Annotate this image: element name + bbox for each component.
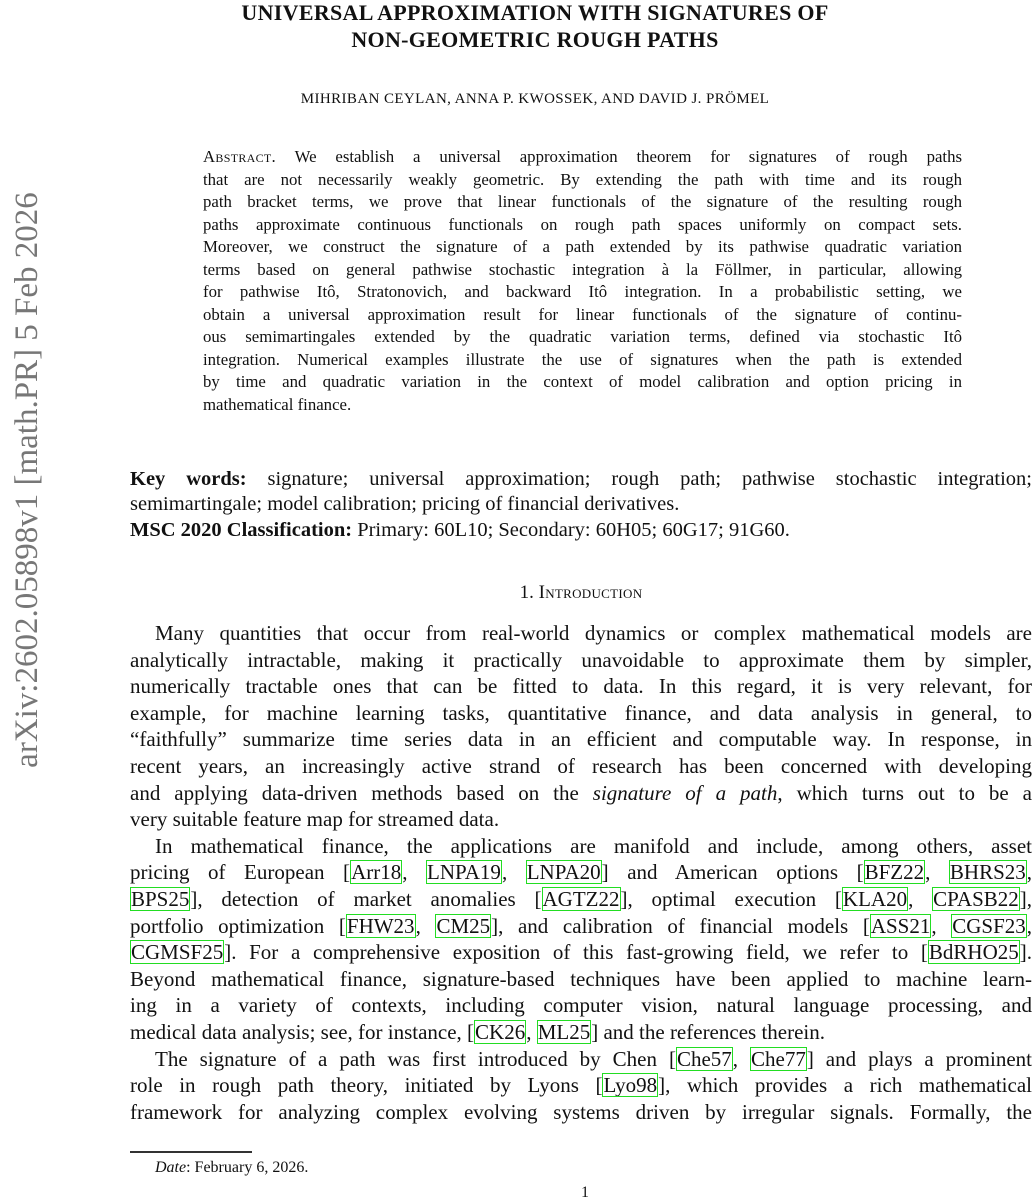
abstract-label: Abstract. xyxy=(203,147,277,166)
footnote-date xyxy=(155,1159,308,1177)
text-run: , xyxy=(925,860,949,885)
keywords-line-1 xyxy=(130,467,1032,492)
text-run: pricing of European [ xyxy=(130,860,351,885)
emphasized-text: signature of a path xyxy=(592,780,778,805)
citation-link[interactable]: ASS21 xyxy=(870,913,931,938)
paragraph xyxy=(130,1046,1032,1126)
text-run: ous semimartingales extended by the quadratic variation terms, defined via stochastic Itô xyxy=(203,327,962,346)
text-run: that are not necessarily weakly geometric. By extending the path with time and its rough xyxy=(203,169,962,189)
msc-text: Primary: 60L10; Secondary: 60H05; 60G17; 91G60. xyxy=(352,518,790,541)
citation-link[interactable]: Che77 xyxy=(751,1046,806,1071)
text-line xyxy=(130,1046,1032,1073)
text-run: ] and American options [ xyxy=(601,860,864,885)
text-line xyxy=(130,966,1032,993)
text-run: for pathwise Itô, Stratonovich, and backward Itô integration. In a probabilistic setting, we xyxy=(203,282,962,301)
msc-label: MSC 2020 Classification: xyxy=(130,518,353,541)
citation-link[interactable]: FHW23 xyxy=(346,913,415,938)
text-run: ]. xyxy=(1019,940,1032,965)
text-line xyxy=(130,647,1032,674)
paper-title-line-1: UNIVERSAL APPROXIMATION WITH SIGNATURES OF xyxy=(241,0,829,25)
text-line xyxy=(130,886,1032,913)
text-run: by time and quadratic variation in the context of model calibration and option pricing in xyxy=(203,372,962,391)
text-run: medical data analysis; see, for instance, [ xyxy=(130,1019,475,1044)
text-line xyxy=(130,1099,1032,1126)
paper-title-line-2: NON-GEOMETRIC ROUGH PATHS xyxy=(351,27,719,52)
abstract-line xyxy=(203,191,962,214)
text-line xyxy=(130,780,1032,807)
text-run: obtain a universal approximation result for linear functionals of the signature of continu- xyxy=(203,304,962,324)
text-run: “faithfully” summarize time series data in an efficient and computable way. In response, in xyxy=(130,727,1032,752)
citation-link[interactable]: LNPA19 xyxy=(427,860,501,885)
text-line xyxy=(130,700,1032,727)
text-line xyxy=(130,1072,1032,1099)
footnote-label: Date xyxy=(155,1159,187,1176)
arxiv-identifier: arXiv:2602.05898v1 [math.PR] 5 Feb 2026 xyxy=(9,192,45,768)
text-line xyxy=(130,753,1032,780)
text-run: Moreover, we construct the signature of a path extended by its pathwise quadratic variation xyxy=(203,237,962,256)
keywords-line-2: semimartingale; model calibration; pricing of financial derivatives. xyxy=(130,492,680,515)
abstract-line xyxy=(203,236,962,259)
text-run: , xyxy=(1026,860,1032,885)
citation-link[interactable]: CPASB22 xyxy=(933,886,1019,911)
text-line xyxy=(130,939,1032,966)
citation-link[interactable]: ML25 xyxy=(537,1019,591,1044)
text-run: and applying data-driven methods based on the xyxy=(130,780,593,805)
text-run: very suitable feature map for streamed data. xyxy=(130,807,500,832)
citation-link[interactable]: KLA20 xyxy=(842,886,908,911)
authors: MIHRIBAN CEYLAN, ANNA P. KWOSSEK, AND DAVID J. PRÖMEL xyxy=(300,91,770,107)
citation-link[interactable]: CGMSF25 xyxy=(131,940,224,965)
citation-link[interactable]: CM25 xyxy=(436,913,491,938)
text-run: role in rough path theory, initiated by Lyons [ xyxy=(130,1073,603,1098)
msc-line xyxy=(130,518,1032,543)
citation-link[interactable]: AGTZ22 xyxy=(542,886,620,911)
paragraph xyxy=(130,833,1032,1046)
text-run: ], xyxy=(1019,886,1032,911)
text-line xyxy=(130,859,1032,886)
text-run: ], and calibration of financial models [ xyxy=(491,913,870,938)
text-run: , which turns out to be a xyxy=(777,780,1032,805)
citation-link[interactable]: Lyo98 xyxy=(603,1073,658,1098)
text-run: framework for analyzing complex evolving systems driven by irregular signals. Formally, the xyxy=(130,1099,1032,1124)
text-run: ing in a variety of contexts, including computer vision, natural language processing, and xyxy=(130,993,1032,1018)
citation-link[interactable]: Che57 xyxy=(676,1046,732,1071)
text-run: paths approximate continuous functionals on rough path spaces uniformly on compact sets. xyxy=(203,214,962,234)
text-run: recent years, an increasingly active strand of research has been concerned with developing xyxy=(130,753,1032,778)
abstract-line xyxy=(203,371,962,394)
text-run: , xyxy=(732,1046,750,1071)
text-run: The signature of a path was first introduced by Chen [ xyxy=(155,1046,676,1071)
citation-link[interactable]: BHRS23 xyxy=(949,860,1026,885)
keywords-label: Key words: xyxy=(130,468,247,490)
text-line xyxy=(130,1019,1032,1046)
text-run: , xyxy=(931,913,952,938)
section-number: 1. xyxy=(519,582,534,603)
text-run: path bracket terms, we prove that linear functionals of the signature of the resulting rough xyxy=(203,192,962,211)
text-line xyxy=(130,806,1032,833)
citation-link[interactable]: BdRHO25 xyxy=(928,940,1019,965)
abstract-line xyxy=(203,259,962,282)
text-run: integration. Numerical examples illustrate the use of signatures when the path is extended xyxy=(203,349,962,369)
text-run: We establish a universal approximation theorem for signatures of rough paths xyxy=(276,147,962,166)
page-number: 1 xyxy=(581,1184,589,1201)
keywords-block xyxy=(130,467,1032,542)
abstract-line xyxy=(203,214,962,237)
abstract-line xyxy=(203,281,962,304)
text-run: , xyxy=(501,860,526,885)
citation-link[interactable]: BPS25 xyxy=(131,886,190,911)
abstract-line xyxy=(203,349,962,372)
text-run: , xyxy=(526,1019,537,1044)
text-run: ], optimal execution [ xyxy=(620,886,842,911)
introduction-body xyxy=(130,620,1032,1125)
abstract-line xyxy=(203,394,962,417)
citation-link[interactable]: CK26 xyxy=(475,1019,526,1044)
text-run: Beyond mathematical finance, signature-based techniques have been applied to machine learn- xyxy=(130,966,1032,991)
keywords-text-1: signature; universal approximation; rough path; pathwise stochastic integration; xyxy=(246,468,1032,490)
text-run: mathematical finance. xyxy=(203,394,352,414)
abstract xyxy=(203,146,962,416)
text-line xyxy=(130,726,1032,753)
section-heading xyxy=(130,580,1032,606)
paragraph xyxy=(130,620,1032,833)
footnote-text: : February 6, 2026. xyxy=(186,1159,309,1176)
citation-link[interactable]: LNPA20 xyxy=(526,860,601,885)
citation-link[interactable]: CGSF23 xyxy=(952,913,1026,938)
abstract-line xyxy=(203,326,962,349)
text-line xyxy=(130,913,1032,940)
text-run: , xyxy=(908,886,933,911)
text-line xyxy=(130,673,1032,700)
text-run: Many quantities that occur from real-world dynamics or complex mathematical models are xyxy=(155,621,1032,645)
section-title: Introduction xyxy=(538,582,643,603)
text-run: terms based on general pathwise stochastic integration à la Föllmer, in particular, allowing xyxy=(203,259,962,279)
text-run: ], detection of market anomalies [ xyxy=(190,886,542,911)
abstract-line xyxy=(203,146,962,169)
text-line xyxy=(130,992,1032,1019)
text-run: numerically tractable ones that can be fitted to data. In this regard, it is very relevant, for xyxy=(130,674,1032,699)
text-line xyxy=(130,833,1032,860)
abstract-line xyxy=(203,169,962,192)
text-run: analytically intractable, making it practically unavoidable to approximate them by simpler, xyxy=(130,647,1032,672)
abstract-line xyxy=(203,304,962,327)
text-run: ]. For a comprehensive exposition of this fast-growing field, we refer to [ xyxy=(224,940,928,965)
text-run: , xyxy=(402,860,427,885)
citation-link[interactable]: Arr18 xyxy=(351,860,402,885)
text-run: , xyxy=(415,913,436,938)
text-run: ] and the references therein. xyxy=(591,1019,825,1044)
text-run: ], which provides a rich mathematical xyxy=(658,1073,1032,1098)
text-run: example, for machine learning tasks, quantitative finance, and data analysis in general, to xyxy=(130,700,1032,725)
text-run: In mathematical finance, the applications are manifold and include, among others, asset xyxy=(155,833,1032,858)
text-run: portfolio optimization [ xyxy=(130,913,346,938)
text-run: , xyxy=(1026,913,1032,938)
footnote-rule xyxy=(130,1151,252,1153)
text-run: ] and plays a prominent xyxy=(806,1046,1032,1071)
citation-link[interactable]: BFZ22 xyxy=(864,860,925,885)
text-line xyxy=(130,620,1032,647)
